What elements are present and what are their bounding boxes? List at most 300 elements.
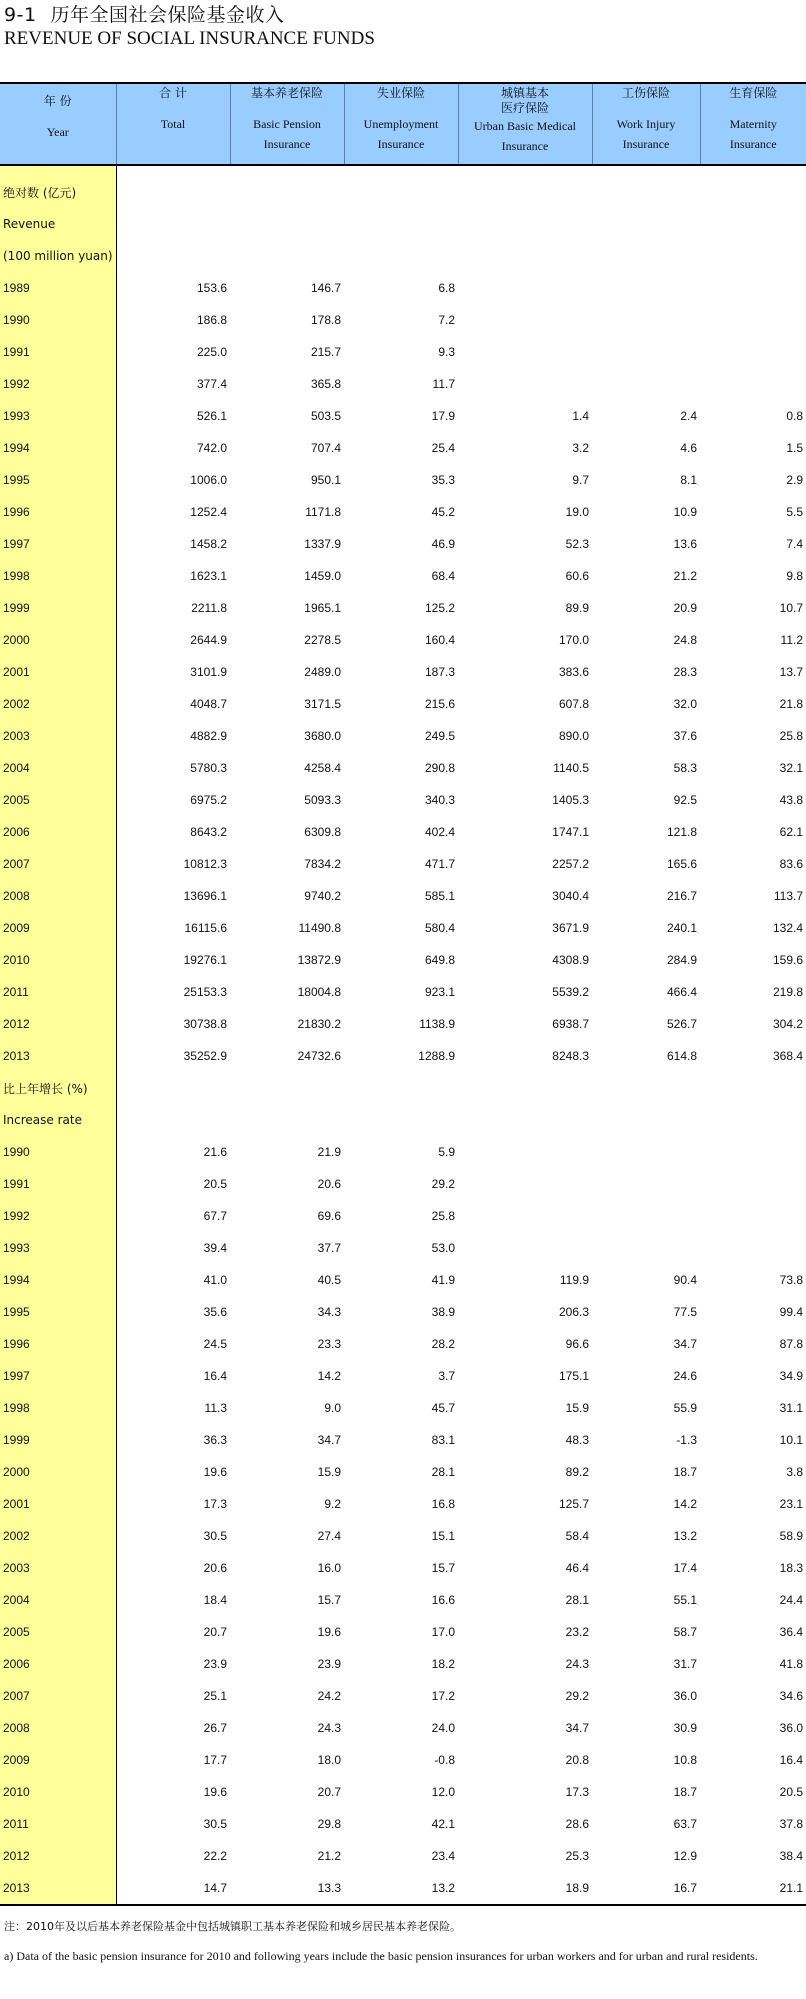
year-cell: 1996 [0, 1328, 116, 1360]
year-cell: 1993 [0, 1232, 116, 1264]
value-cell [458, 368, 592, 400]
year-cell: 1990 [0, 1136, 116, 1168]
value-cell: 24.0 [431, 1721, 455, 1735]
year-cell: 1995 [0, 1296, 116, 1328]
table-row [0, 400, 806, 432]
value-cell [700, 272, 806, 304]
year-cell: 2003 [0, 1552, 116, 1584]
value-cell: 21.2 [673, 569, 697, 583]
value-cell: 30.5 [203, 1817, 227, 1831]
value-cell: 25153.3 [183, 985, 227, 999]
value-cell: 3.7 [438, 1369, 455, 1383]
year-cell: 2002 [0, 1520, 116, 1552]
year-cell: 1999 [0, 1424, 116, 1456]
value-cell: 2211.8 [191, 601, 227, 615]
value-cell: 240.1 [666, 921, 697, 935]
value-cell: 17.9 [431, 409, 455, 423]
title-english: REVENUE OF SOCIAL INSURANCE FUNDS [4, 28, 375, 49]
value-cell: 13.2 [673, 1529, 697, 1543]
value-cell: 2489.0 [304, 665, 341, 679]
year-cell: 1998 [0, 1392, 116, 1424]
value-cell: 215.6 [424, 697, 455, 711]
year-cell: 1997 [0, 528, 116, 560]
table-row [0, 432, 806, 464]
value-cell: 36.4 [779, 1625, 803, 1639]
value-cell: 38.4 [779, 1849, 803, 1863]
value-cell: 284.9 [666, 953, 697, 967]
value-cell: 15.7 [317, 1593, 341, 1607]
value-cell: 45.7 [431, 1401, 455, 1415]
table-row [0, 912, 806, 944]
value-cell: 6975.2 [190, 793, 227, 807]
table-row [0, 1872, 806, 1905]
value-cell: 132.4 [772, 921, 803, 935]
value-cell: 18.4 [203, 1593, 227, 1607]
year-cell: 1998 [0, 560, 116, 592]
value-cell: 24.2 [317, 1689, 341, 1703]
notes [4, 1913, 804, 1971]
value-cell [700, 336, 806, 368]
value-cell: 13.2 [344, 1872, 458, 1905]
year-cell: 2001 [0, 1488, 116, 1520]
year-cell: 2005 [0, 784, 116, 816]
table-row [0, 464, 806, 496]
year-cell: 1994 [0, 1264, 116, 1296]
value-cell: 0.8 [786, 409, 803, 423]
value-cell: 1458.2 [190, 537, 227, 551]
value-cell: 34.7 [317, 1433, 341, 1447]
year-cell: 2006 [0, 1648, 116, 1680]
value-cell: 17.4 [673, 1561, 697, 1575]
table-body [0, 165, 806, 1905]
year-cell: 2011 [0, 1808, 116, 1840]
year-cell: 2012 [0, 1008, 116, 1040]
value-cell: 14.7 [116, 1872, 230, 1905]
year-cell: 1999 [0, 592, 116, 624]
value-cell [700, 1168, 806, 1200]
year-cell: 2010 [0, 944, 116, 976]
year-cell: 1997 [0, 1360, 116, 1392]
value-cell: 34.3 [317, 1305, 341, 1319]
value-cell: 58.4 [565, 1529, 589, 1543]
value-cell: 27.4 [317, 1529, 341, 1543]
table-row [0, 368, 806, 400]
value-cell: 77.5 [673, 1305, 697, 1319]
value-cell: 614.8 [666, 1049, 697, 1063]
value-cell: 25.4 [431, 441, 455, 455]
value-cell: 28.2 [431, 1337, 455, 1351]
value-cell: 4.6 [680, 441, 697, 455]
column-header-cn: 生育保险 [729, 86, 778, 100]
column-header-en: Maternity [729, 117, 777, 131]
column-header-cn: 工伤保险 [621, 86, 670, 100]
value-cell: 18.9 [458, 1872, 592, 1905]
table-row [0, 784, 806, 816]
note-english: a) Data of the basic pension insurance for 2010 and following years include the basic pension insurances for urban workers and for urban and rural residents. [4, 1949, 758, 1963]
value-cell: 5539.2 [552, 985, 589, 999]
value-cell: 40.5 [317, 1273, 341, 1287]
value-cell: 25.3 [565, 1849, 589, 1863]
value-cell: 146.7 [310, 281, 341, 295]
section-label: 比上年增长 (%) [0, 1072, 116, 1104]
value-cell: 290.8 [424, 761, 455, 775]
value-cell: 3040.4 [552, 889, 589, 903]
value-cell: 6938.7 [552, 1017, 589, 1031]
table-row [0, 624, 806, 656]
value-cell: 1.4 [572, 409, 589, 423]
value-cell: 21830.2 [297, 1017, 341, 1031]
value-cell: 99.4 [779, 1305, 803, 1319]
column-header-cn: 城镇基本 医疗保险 [500, 86, 549, 115]
table-row [0, 1552, 806, 1584]
table-row [0, 560, 806, 592]
value-cell: 24.5 [203, 1337, 227, 1351]
title-cn-text: 历年全国社会保险基金收入 [50, 4, 285, 26]
value-cell: 35.3 [431, 473, 455, 487]
value-cell: 18.7 [673, 1785, 697, 1799]
value-cell [592, 1232, 700, 1264]
value-cell: 36.0 [673, 1689, 697, 1703]
value-cell: 16115.6 [184, 921, 227, 935]
value-cell: 225.0 [196, 345, 227, 359]
value-cell: 23.1 [779, 1497, 803, 1511]
value-cell: 34.9 [779, 1369, 803, 1383]
title-block [4, 2, 375, 50]
value-cell: 90.4 [673, 1273, 697, 1287]
value-cell: 402.4 [424, 825, 455, 839]
value-cell: 24.4 [779, 1593, 803, 1607]
table-row [0, 336, 806, 368]
value-cell: 216.7 [666, 889, 697, 903]
value-cell: 125.7 [558, 1497, 589, 1511]
value-cell: 7.4 [786, 537, 803, 551]
section-label: Increase rate [0, 1104, 116, 1136]
table-row [0, 752, 806, 784]
table-row [0, 1808, 806, 1840]
value-cell: 20.5 [779, 1785, 803, 1799]
value-cell: 16.7 [592, 1872, 700, 1905]
value-cell [458, 1200, 592, 1232]
year-cell: 2005 [0, 1616, 116, 1648]
value-cell: 304.2 [772, 1017, 803, 1031]
year-cell: 1992 [0, 1200, 116, 1232]
value-cell: 30.9 [673, 1721, 697, 1735]
value-cell: 13872.9 [297, 953, 341, 967]
value-cell: 16.8 [431, 1497, 455, 1511]
value-cell: 46.4 [565, 1561, 589, 1575]
value-cell: 60.6 [565, 569, 589, 583]
year-cell: 2009 [0, 912, 116, 944]
value-cell: 31.1 [779, 1401, 803, 1415]
value-cell: 3.8 [786, 1465, 803, 1479]
value-cell: 3.2 [572, 441, 589, 455]
column-header-1 [116, 83, 230, 165]
value-cell: 41.0 [203, 1273, 227, 1287]
year-cell: 2007 [0, 1680, 116, 1712]
value-cell: 11.3 [204, 1401, 227, 1415]
value-cell: 29.8 [317, 1817, 341, 1831]
value-cell [592, 304, 700, 336]
value-cell: 3171.5 [304, 697, 341, 711]
value-cell: 32.1 [779, 761, 803, 775]
value-cell [458, 304, 592, 336]
year-cell: 2004 [0, 752, 116, 784]
value-cell: 9.7 [572, 473, 589, 487]
value-cell: 159.6 [772, 953, 803, 967]
value-cell: 21.6 [203, 1145, 227, 1159]
value-cell: 9.3 [438, 345, 455, 359]
value-cell: 9740.2 [304, 889, 341, 903]
value-cell: 649.8 [424, 953, 455, 967]
table-number: 9-1 [4, 4, 37, 26]
value-cell: 10.8 [673, 1753, 697, 1767]
year-cell: 2000 [0, 624, 116, 656]
value-cell: 34.6 [779, 1689, 803, 1703]
section-label-row [0, 1104, 806, 1136]
value-cell: 41.9 [431, 1273, 455, 1287]
value-cell: 10.1 [779, 1433, 803, 1447]
value-cell: 585.1 [424, 889, 455, 903]
table-row [0, 848, 806, 880]
value-cell [700, 304, 806, 336]
value-cell: 503.5 [310, 409, 341, 423]
value-cell: 83.6 [779, 857, 803, 871]
value-cell: 1140.5 [553, 761, 589, 775]
value-cell: 89.2 [565, 1465, 589, 1479]
value-cell: 11490.8 [298, 921, 341, 935]
table-row [0, 1680, 806, 1712]
value-cell: 15.1 [431, 1529, 455, 1543]
value-cell: 7834.2 [304, 857, 341, 871]
value-cell: 7.2 [438, 313, 455, 327]
note-chinese: 注：2010年及以后基本养老保险基金中包括城镇职工基本养老保险和城乡居民基本养老保险。 [4, 1920, 461, 1933]
value-cell: 340.3 [424, 793, 455, 807]
value-cell: 20.6 [317, 1177, 341, 1191]
value-cell: 17.0 [431, 1625, 455, 1639]
column-header-0 [0, 83, 116, 165]
table-row [0, 272, 806, 304]
value-cell [458, 272, 592, 304]
value-cell: 249.5 [424, 729, 455, 743]
section-label: 绝对数 (亿元) [0, 176, 116, 208]
value-cell [458, 1168, 592, 1200]
value-cell: 186.8 [196, 313, 227, 327]
value-cell: 21.2 [317, 1849, 341, 1863]
value-cell: 23.9 [203, 1657, 227, 1671]
value-cell: 170.0 [558, 633, 589, 647]
value-cell: 41.8 [779, 1657, 803, 1671]
value-cell [592, 368, 700, 400]
value-cell: 58.7 [673, 1625, 697, 1639]
value-cell: 23.2 [565, 1625, 589, 1639]
value-cell: 580.4 [424, 921, 455, 935]
value-cell: 175.1 [558, 1369, 589, 1383]
value-cell: 39.4 [203, 1241, 227, 1255]
value-cell: 55.9 [673, 1401, 697, 1415]
table-row [0, 1168, 806, 1200]
table-row [0, 816, 806, 848]
value-cell: 62.1 [779, 825, 803, 839]
value-cell: 67.7 [203, 1209, 227, 1223]
value-cell: 25.8 [779, 729, 803, 743]
column-header-en: Insurance [622, 137, 670, 151]
value-cell: 9.2 [324, 1497, 341, 1511]
column-header-en: Insurance [501, 139, 549, 153]
value-cell: 9.0 [324, 1401, 341, 1415]
value-cell: 24.6 [673, 1369, 697, 1383]
value-cell: 2.4 [680, 409, 697, 423]
value-cell: 1747.1 [552, 825, 589, 839]
value-cell: 45.2 [431, 505, 455, 519]
table-row [0, 1488, 806, 1520]
table-row [0, 528, 806, 560]
value-cell: 8643.2 [190, 825, 227, 839]
value-cell: 5.5 [786, 505, 803, 519]
section-label: (100 million yuan) [0, 240, 116, 272]
value-cell: 11.2 [780, 633, 803, 647]
value-cell: -0.8 [434, 1753, 455, 1767]
year-cell: 1991 [0, 1168, 116, 1200]
value-cell: 37.6 [673, 729, 697, 743]
value-cell: 6.8 [438, 281, 455, 295]
value-cell: 17.7 [203, 1753, 227, 1767]
value-cell: 377.4 [196, 377, 227, 391]
year-cell: 1989 [0, 272, 116, 304]
value-cell: 63.7 [673, 1817, 697, 1831]
value-cell: 52.3 [565, 537, 589, 551]
value-cell: 923.1 [424, 985, 455, 999]
value-cell [592, 336, 700, 368]
table-row [0, 1840, 806, 1872]
value-cell: 20.5 [203, 1177, 227, 1191]
value-cell: 13696.1 [183, 889, 227, 903]
year-cell: 2006 [0, 816, 116, 848]
year-cell: 1995 [0, 464, 116, 496]
value-cell: 5093.3 [304, 793, 341, 807]
value-cell: 10812.3 [183, 857, 227, 871]
year-cell: 2010 [0, 1776, 116, 1808]
year-cell: 2001 [0, 656, 116, 688]
year-cell: 2003 [0, 720, 116, 752]
value-cell: 187.3 [424, 665, 455, 679]
year-cell: 1993 [0, 400, 116, 432]
value-cell: 30738.8 [183, 1017, 227, 1031]
value-cell: 23.3 [317, 1337, 341, 1351]
value-cell: 25.1 [203, 1689, 227, 1703]
value-cell: 160.4 [424, 633, 455, 647]
table-row [0, 1296, 806, 1328]
value-cell: 4308.9 [552, 953, 589, 967]
year-cell: 2009 [0, 1744, 116, 1776]
value-cell: 35252.9 [183, 1049, 227, 1063]
value-cell: 29.2 [565, 1689, 589, 1703]
table-row [0, 656, 806, 688]
value-cell [458, 336, 592, 368]
value-cell: 37.8 [779, 1817, 803, 1831]
section-label: Revenue [0, 208, 116, 240]
value-cell: 20.8 [565, 1753, 589, 1767]
value-cell [700, 1232, 806, 1264]
column-header-6 [700, 83, 806, 165]
year-cell: 2004 [0, 1584, 116, 1616]
table-row [0, 304, 806, 336]
column-header-5 [592, 83, 700, 165]
value-cell: 21.9 [317, 1145, 341, 1159]
value-cell: 18.3 [779, 1561, 803, 1575]
value-cell: 68.4 [431, 569, 455, 583]
value-cell: 1405.3 [552, 793, 589, 807]
value-cell: 215.7 [310, 345, 341, 359]
value-cell: 9.8 [786, 569, 803, 583]
header-row [0, 83, 806, 165]
table-row [0, 1520, 806, 1552]
table-row [0, 1744, 806, 1776]
value-cell: 6309.8 [304, 825, 341, 839]
value-cell: 707.4 [310, 441, 341, 455]
value-cell: 1337.9 [304, 537, 341, 551]
value-cell: 10.7 [779, 601, 803, 615]
value-cell: 73.8 [779, 1273, 803, 1287]
value-cell: -1.3 [676, 1433, 697, 1447]
column-header-en: Insurance [729, 137, 777, 151]
value-cell: 28.1 [565, 1593, 589, 1607]
table-row [0, 1328, 806, 1360]
value-cell: 92.5 [673, 793, 697, 807]
column-header-en: Basic Pension [253, 117, 321, 131]
column-header-cn: 基本养老保险 [250, 86, 323, 100]
value-cell: 19.6 [203, 1785, 227, 1799]
value-cell: 87.8 [779, 1337, 803, 1351]
value-cell: 20.7 [317, 1785, 341, 1799]
value-cell: 19.6 [317, 1625, 341, 1639]
table-row [0, 1360, 806, 1392]
value-cell: 32.0 [673, 697, 697, 711]
table-row [0, 1392, 806, 1424]
value-cell: 19.6 [203, 1465, 227, 1479]
value-cell [700, 1200, 806, 1232]
title-chinese [4, 2, 375, 28]
value-cell: 113.7 [773, 889, 803, 903]
value-cell: 607.8 [558, 697, 589, 711]
table-row [0, 944, 806, 976]
value-cell: 526.7 [666, 1017, 697, 1031]
value-cell: 25.8 [431, 1209, 455, 1223]
value-cell: 24732.6 [297, 1049, 341, 1063]
column-header-en: Total [160, 117, 186, 131]
value-cell: 178.8 [310, 313, 341, 327]
revenue-table [0, 82, 806, 1906]
value-cell: 125.2 [424, 601, 455, 615]
year-cell: 1996 [0, 496, 116, 528]
value-cell: 206.3 [558, 1305, 589, 1319]
value-cell: 24.3 [317, 1721, 341, 1735]
table-row [0, 1040, 806, 1072]
value-cell: 365.8 [310, 377, 341, 391]
value-cell: 1.5 [786, 441, 803, 455]
value-cell: 16.4 [203, 1369, 227, 1383]
value-cell: 15.9 [317, 1465, 341, 1479]
value-cell: 31.7 [673, 1657, 697, 1671]
value-cell: 2278.5 [304, 633, 341, 647]
value-cell: 34.7 [565, 1721, 589, 1735]
value-cell: 53.0 [431, 1241, 455, 1255]
section-label-row [0, 176, 806, 208]
value-cell: 5.9 [438, 1145, 455, 1159]
year-cell: 2000 [0, 1456, 116, 1488]
table-row [0, 1456, 806, 1488]
value-cell: 46.9 [431, 537, 455, 551]
value-cell: 26.7 [203, 1721, 227, 1735]
